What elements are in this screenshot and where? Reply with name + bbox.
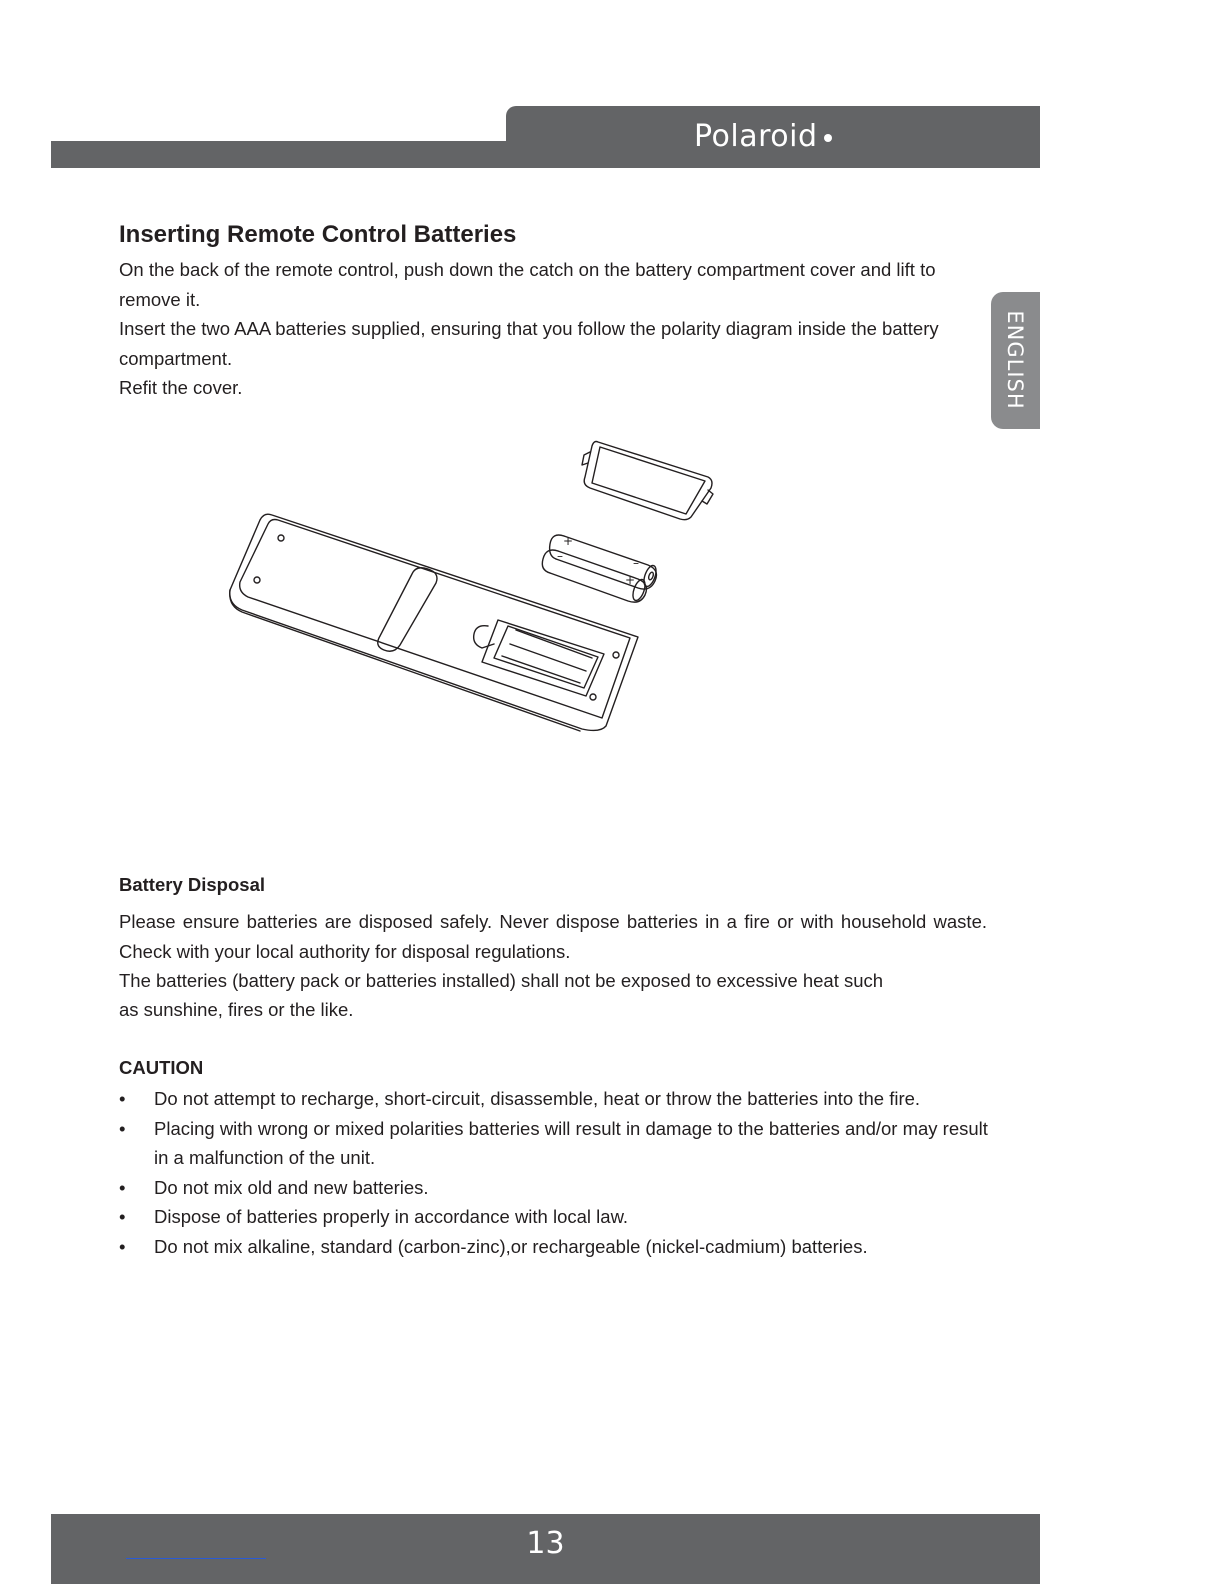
bullet-icon: •	[119, 1088, 126, 1109]
remote-body-drawing	[230, 514, 638, 731]
bullet-icon: •	[119, 1117, 126, 1139]
caution-item	[119, 1173, 999, 1203]
bullet-icon: •	[119, 1176, 126, 1198]
battery-mark-2: –	[633, 556, 639, 570]
battery-mark-4: +	[625, 573, 636, 587]
brand-logo	[694, 116, 832, 158]
bullet-icon: •	[119, 1235, 126, 1257]
language-tab-label: ENGLISH	[1003, 310, 1027, 410]
disposal-title: Battery Disposal	[119, 874, 265, 895]
caution-item	[119, 1084, 999, 1114]
batteries-drawing	[542, 535, 658, 602]
page-number: 13	[526, 1526, 565, 1561]
brand-dot-icon	[824, 134, 832, 142]
section-title: Inserting Remote Control Batteries	[119, 221, 517, 248]
remote-battery-illustration	[220, 430, 720, 740]
caution-item-text: Do not mix alkaline, standard (carbon-zinc),or rechargeable (nickel-cadmium) batteries.	[154, 1235, 868, 1257]
disposal-paragraph-1: Please ensure batteries are disposed safely. Never dispose batteries in a fire or with household waste. Check with your local authority for disposal regulations.	[119, 911, 987, 962]
instruction-paragraph-3: Refit the cover.	[119, 377, 243, 398]
caution-item-text: Do not mix old and new batteries.	[154, 1176, 429, 1198]
brand-name: Polaroid	[694, 119, 818, 154]
caution-item	[119, 1202, 999, 1232]
disposal-paragraph-3: as sunshine, fires or the like.	[119, 999, 354, 1020]
caution-item	[119, 1114, 999, 1173]
battery-mark-3: –	[557, 549, 563, 563]
caution-item-text: Do not attempt to recharge, short-circuit, disassemble, heat or throw the batteries into the fire.	[154, 1088, 921, 1109]
caution-item-text: Dispose of batteries properly in accordance with local law.	[154, 1206, 629, 1227]
footer-link-underline[interactable]	[126, 1558, 266, 1559]
caution-list	[119, 1084, 999, 1261]
caution-item-text: Placing with wrong or mixed polarities batteries will result in damage to the batteries and/or may result in a malfunction of the unit.	[154, 1117, 988, 1168]
bullet-icon: •	[119, 1206, 126, 1227]
caution-title: CAUTION	[119, 1057, 204, 1078]
disposal-paragraph-2: The batteries (battery pack or batteries installed) shall not be exposed to excessive heat such	[119, 970, 884, 991]
instruction-paragraph-1: On the back of the remote control, push down the catch on the battery compartment cover and lift to remove it.	[119, 259, 936, 310]
instruction-paragraph-2: Insert the two AAA batteries supplied, ensuring that you follow the polarity diagram inside the battery compartment.	[119, 318, 939, 369]
battery-mark-1: +	[563, 534, 574, 548]
caution-item	[119, 1232, 999, 1262]
battery-cover-drawing	[582, 442, 713, 520]
